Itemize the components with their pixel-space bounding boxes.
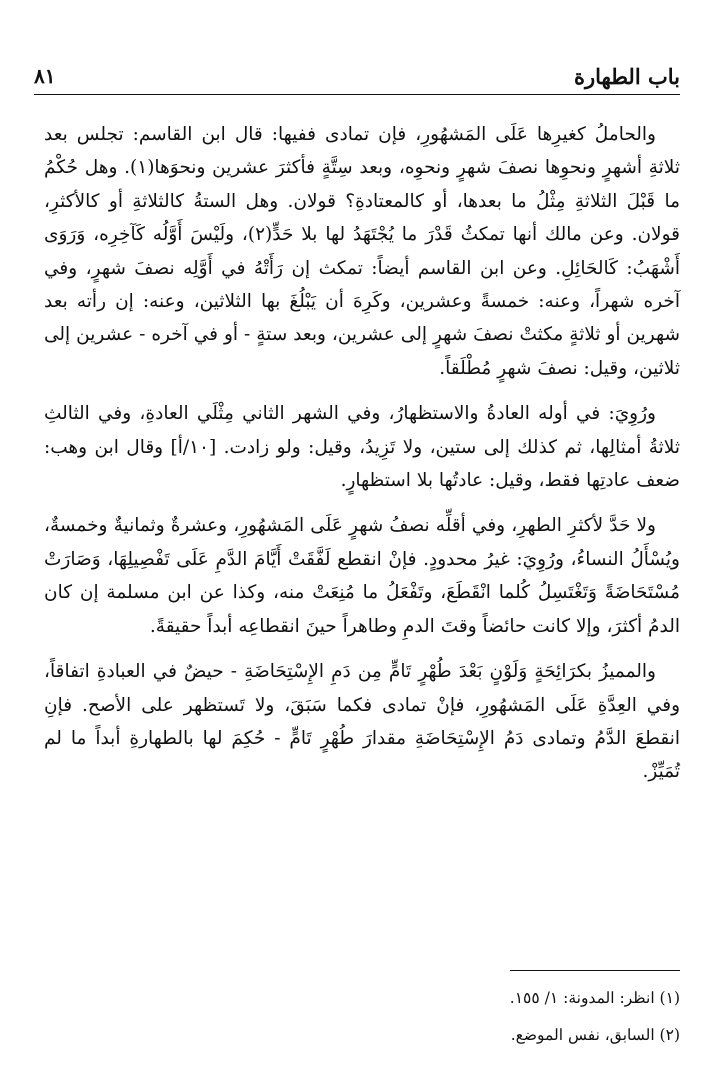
paragraph <box>44 509 680 643</box>
footnote: (١) انظر: المدونة: ١/ ١٥٥. <box>509 989 680 1007</box>
paragraph <box>44 397 680 497</box>
footnotes <box>44 980 680 1054</box>
main-text <box>44 118 680 789</box>
paragraph <box>44 655 680 789</box>
paragraph-text: والمميزُ بكرَائِحَةٍ وَلَوْنٍ بَعْدَ طُهْرٍ تَامٍّ مِن دَمِ الإِسْتِحَاضَةِ - حيضٌ في العبادةِ اتفاقاً، وفي العِدَّةِ عَلَى المَشهُورِ، فإنْ تمادى فكما سَبَقَ، ولا تَستظهر على الأصح. فإنِ انقطعَ الدَّمُ وتمادى دَمُ الإِسْتِحَاضَةِ مقدارَ طُهْرٍ تَامٍّ - حُكِمَ لها بالطهارةِ أبداً ما لم تُمَيِّزْ. <box>44 661 680 783</box>
page-header <box>34 58 680 95</box>
footnote-divider <box>510 970 680 971</box>
footnote: (٢) السابق، نفس الموضع. <box>510 1026 680 1044</box>
chapter-title: باب الطهارة <box>573 64 680 89</box>
page-number: ٨١ <box>34 64 56 88</box>
paragraph-text: ولا حَدَّ لأكثرِ الطهرِ، وفي أقلِّه نصفُ شهرٍ عَلَى المَشهُورِ، وعشرةٌ وثمانيةٌ وخمسةٌ، ويُسْأَلُ النساءُ، ورُوِيَ: غيرُ محدودٍ. فإنْ انقطع لَفَّقَتْ أَيَّامَ الدَّمِ عَلَى تَفْصِيلِهَا، وَصَارَتْ مُسْتَحَاضَةً وَتَغْتَسِلُ كُلما انْقَطَعَ، وتَفْعَلُ ما مُنِعَتْ منه، وكذا عن ابن مسلمة إن كان الدمُ أكثرَ، وإلا كانت حائضاً وقتَ الدمِ وطاهراً حينَ انقطاعِه أبداً حقيقةً. <box>44 515 680 637</box>
paragraph-text: ورُوِيَ: في أوله العادةُ والاستظهارُ، وفي الشهر الثاني مِثْلَي العادةِ، وفي الثالثِ ثلاثةُ أمثالِها، ثم كذلك إلى ستين، ولا تَزِيدُ، وقيل: ولو زادت. [١٠/أ] وقال ابن وهب: ضعف عادتِها فقط، وقيل: عادتُها بلا استظهارٍ. <box>44 403 680 492</box>
paragraph <box>44 118 680 385</box>
paragraph-text: والحاملُ كغيرِها عَلَى المَشهُورِ، فإن تمادى ففيها: قال ابن القاسم: تجلس بعد ثلاثةِ أشهرٍ ونحوِها نصفَ شهرٍ ونحوِه، وبعد سِتَّةٍ فأكثرَ عشرين ونحوَها(١). وهل حُكْمُ ما قَبْلَ الثلاثةِ مِثْلُ ما بعدها، أو كالمعتادةِ؟ قولان. وهل الستةُ كالثلاثةِ أو كالأكثرِ، قولان. وعن مالك أنها تمكثُ قَدْرَ ما يُجْتَهَدُ لها بلا حَدٍّ(٢)، ولَيْسَ أَوَّلُه كَآخِرِه، وَرَوَى أَشْهَبُ: كَالحَائِلِ. وعن ابن القاسم أيضاً: تمكث إن رَأَتْهُ في أَوَّلِه نصفَ شهرٍ، وفي آخره شهراً، وعنه: خمسةً وعشرين، وكَرِهَ أن يَبْلُغَ بها الثلاثين، وعنه: إن رأته بعد شهرين أو ثلاثةٍ مكثتْ نصفَ شهرٍ إلى عشرين، وبعد ستةٍ - أو في آخره - عشرين إلى ثلاثين، وقيل: نصفَ شهرٍ مُطْلَقاً. <box>44 124 680 379</box>
